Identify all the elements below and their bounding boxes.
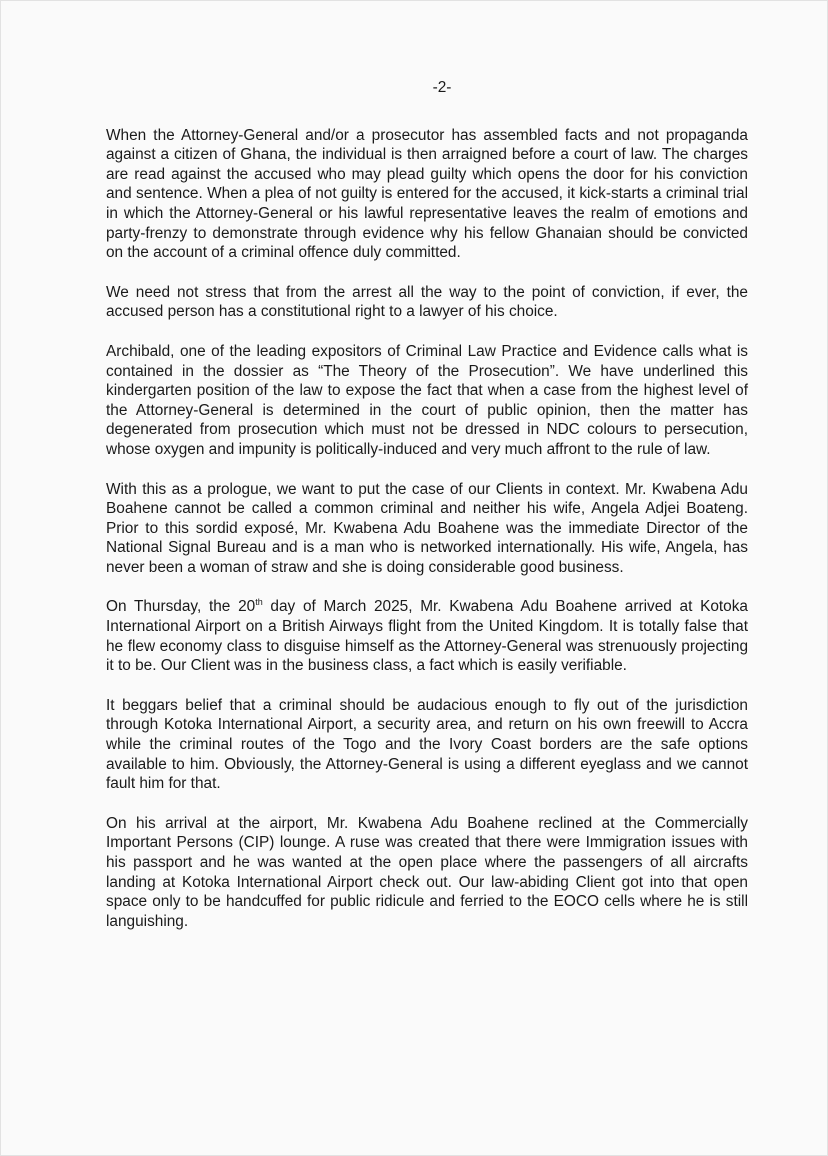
page-number: -2- <box>432 79 452 96</box>
paragraph-theory-of-prosecution: Archibald, one of the leading expositors of Criminal Law Practice and Evidence calls what is contained in the dossier as “The Theory of the Prosecution”. We have underlined this kindergarten position of the law to expose the fact that when a case from the highest level of the Attorney-General is determined in the court of public opinion, then the matter has degenerated from prosecution which must not be dressed in NDC colours to persecution, whose oxygen and impunity is politically-induced and very much affront to the rule of law. <box>106 342 748 458</box>
paragraph-prosecution-process: When the Attorney-General and/or a prosecutor has assembled facts and not propaganda against a citizen of Ghana, the individual is then arraigned before a court of law. The charges are read against the accused who may plead guilty which opens the door for his conviction and sentence. When a plea of not guilty is entered for the accused, it kick-starts a criminal trial in which the Attorney-General or his lawful representative leaves the realm of emotions and party-frenzy to demonstrate through evidence why his fellow Ghanaian should be convicted on the account of a criminal offence duly committed. <box>106 126 748 262</box>
paragraph-beggars-belief: It beggars belief that a criminal should be audacious enough to fly out of the jurisdiction through Kotoka International Airport, a security area, and return on his own freewill to Accra while the criminal routes of the Togo and the Ivory Coast borders are the safe options available to him. Obviously, the Attorney-General is using a different eyeglass and we cannot fault him for that. <box>106 696 748 793</box>
arrival-text-before: On Thursday, the 20 <box>106 598 256 616</box>
ordinal-suffix: th <box>255 597 263 608</box>
arrival-text-after: day of March 2025, Mr. Kwabena Adu Boahene arrived at Kotoka International Airport on a British Airways flight from the United Kingdom. It is totally false that he flew economy class to disguise himself as the Attorney-General was strenuously projecting it to be. Our Client was in the business class, a fact which is easily verifiable. <box>106 598 748 675</box>
paragraph-arrival-date <box>106 597 748 675</box>
paragraph-clients-context: With this as a prologue, we want to put the case of our Clients in context. Mr. Kwabena Adu Boahene cannot be called a common criminal and neither his wife, Angela Adjei Boateng. Prior to this sordid exposé, Mr. Kwabena Adu Boahene was the immediate Director of the National Signal Bureau and is a man who is networked internationally. His wife, Angela, has never been a woman of straw and she is doing considerable good business. <box>106 480 748 576</box>
paragraph-airport-arrest: On his arrival at the airport, Mr. Kwabena Adu Boahene reclined at the Commercially Important Persons (CIP) lounge. A ruse was created that there were Immigration issues with his passport and he was wanted at the open place where the passengers of all aircrafts landing at Kotoka International Airport check out. Our law-abiding Client got into that open space only to be handcuffed for public ridicule and ferried to the EOCO cells where he is still languishing. <box>106 814 748 930</box>
paragraph-right-to-lawyer: We need not stress that from the arrest all the way to the point of conviction, if ever, the accused person has a constitutional right to a lawyer of his choice. <box>106 283 748 321</box>
